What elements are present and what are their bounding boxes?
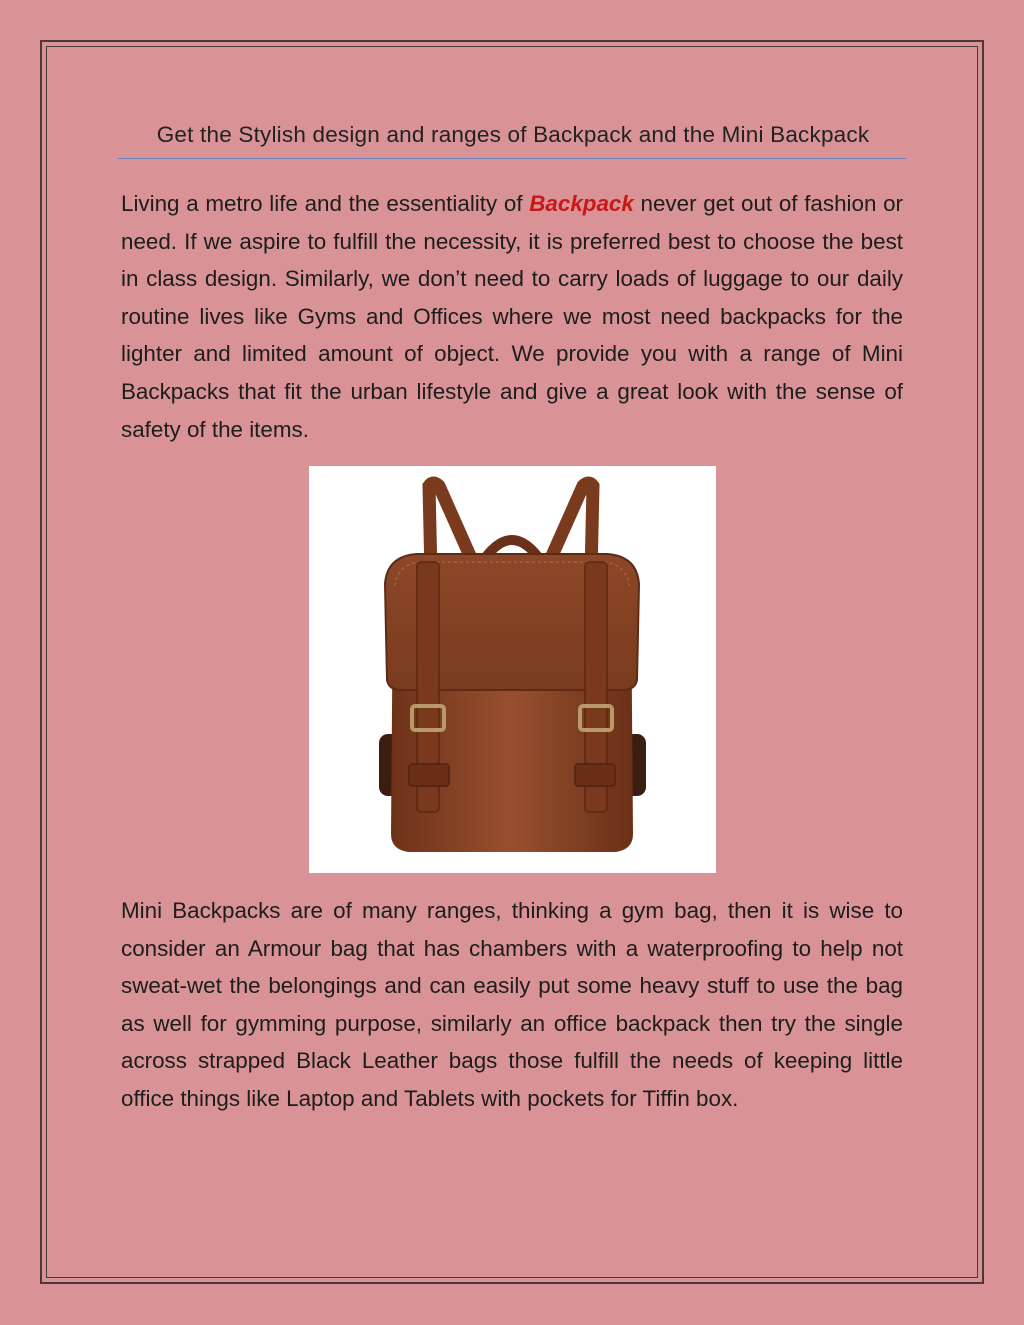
backpack-image <box>309 466 716 873</box>
document-title: Get the Stylish design and ranges of Backpack and the Mini Backpack <box>156 122 870 147</box>
left-strap-keeper <box>409 764 449 786</box>
backpack-illustration <box>309 466 716 873</box>
intro-text-start: Living a metro life and the essentiality of <box>121 191 530 216</box>
intro-paragraph <box>121 185 903 448</box>
right-strap-keeper <box>575 764 615 786</box>
backpack-link-highlight[interactable]: Backpack <box>529 191 634 216</box>
title-underline <box>118 158 906 159</box>
intro-text-rest: never get out of fashion or need. If we aspire to fulfill the necessity, it is preferred best to choose the best in class design. Similarly, we don’t need to carry loads of luggage to our daily routine lives like Gyms and Offices where we most need backpacks for the lighter and limited amount of object. We provide you with a range of Mini Backpacks that fit the urban lifestyle and give a great look with the sense of safety of the items. <box>121 191 904 442</box>
ranges-paragraph: Mini Backpacks are of many ranges, thinking a gym bag, then it is wise to consider an Armour bag that has chambers with a waterproofing to help not sweat-wet the belongings and can easily put some heavy stuff to use the bag as well for gymming purpose, similarly an office backpack then try the single across strapped Black Leather bags those fulfill the needs of keeping little office things like Laptop and Tablets with pockets for Tiffin box. <box>121 898 903 1111</box>
